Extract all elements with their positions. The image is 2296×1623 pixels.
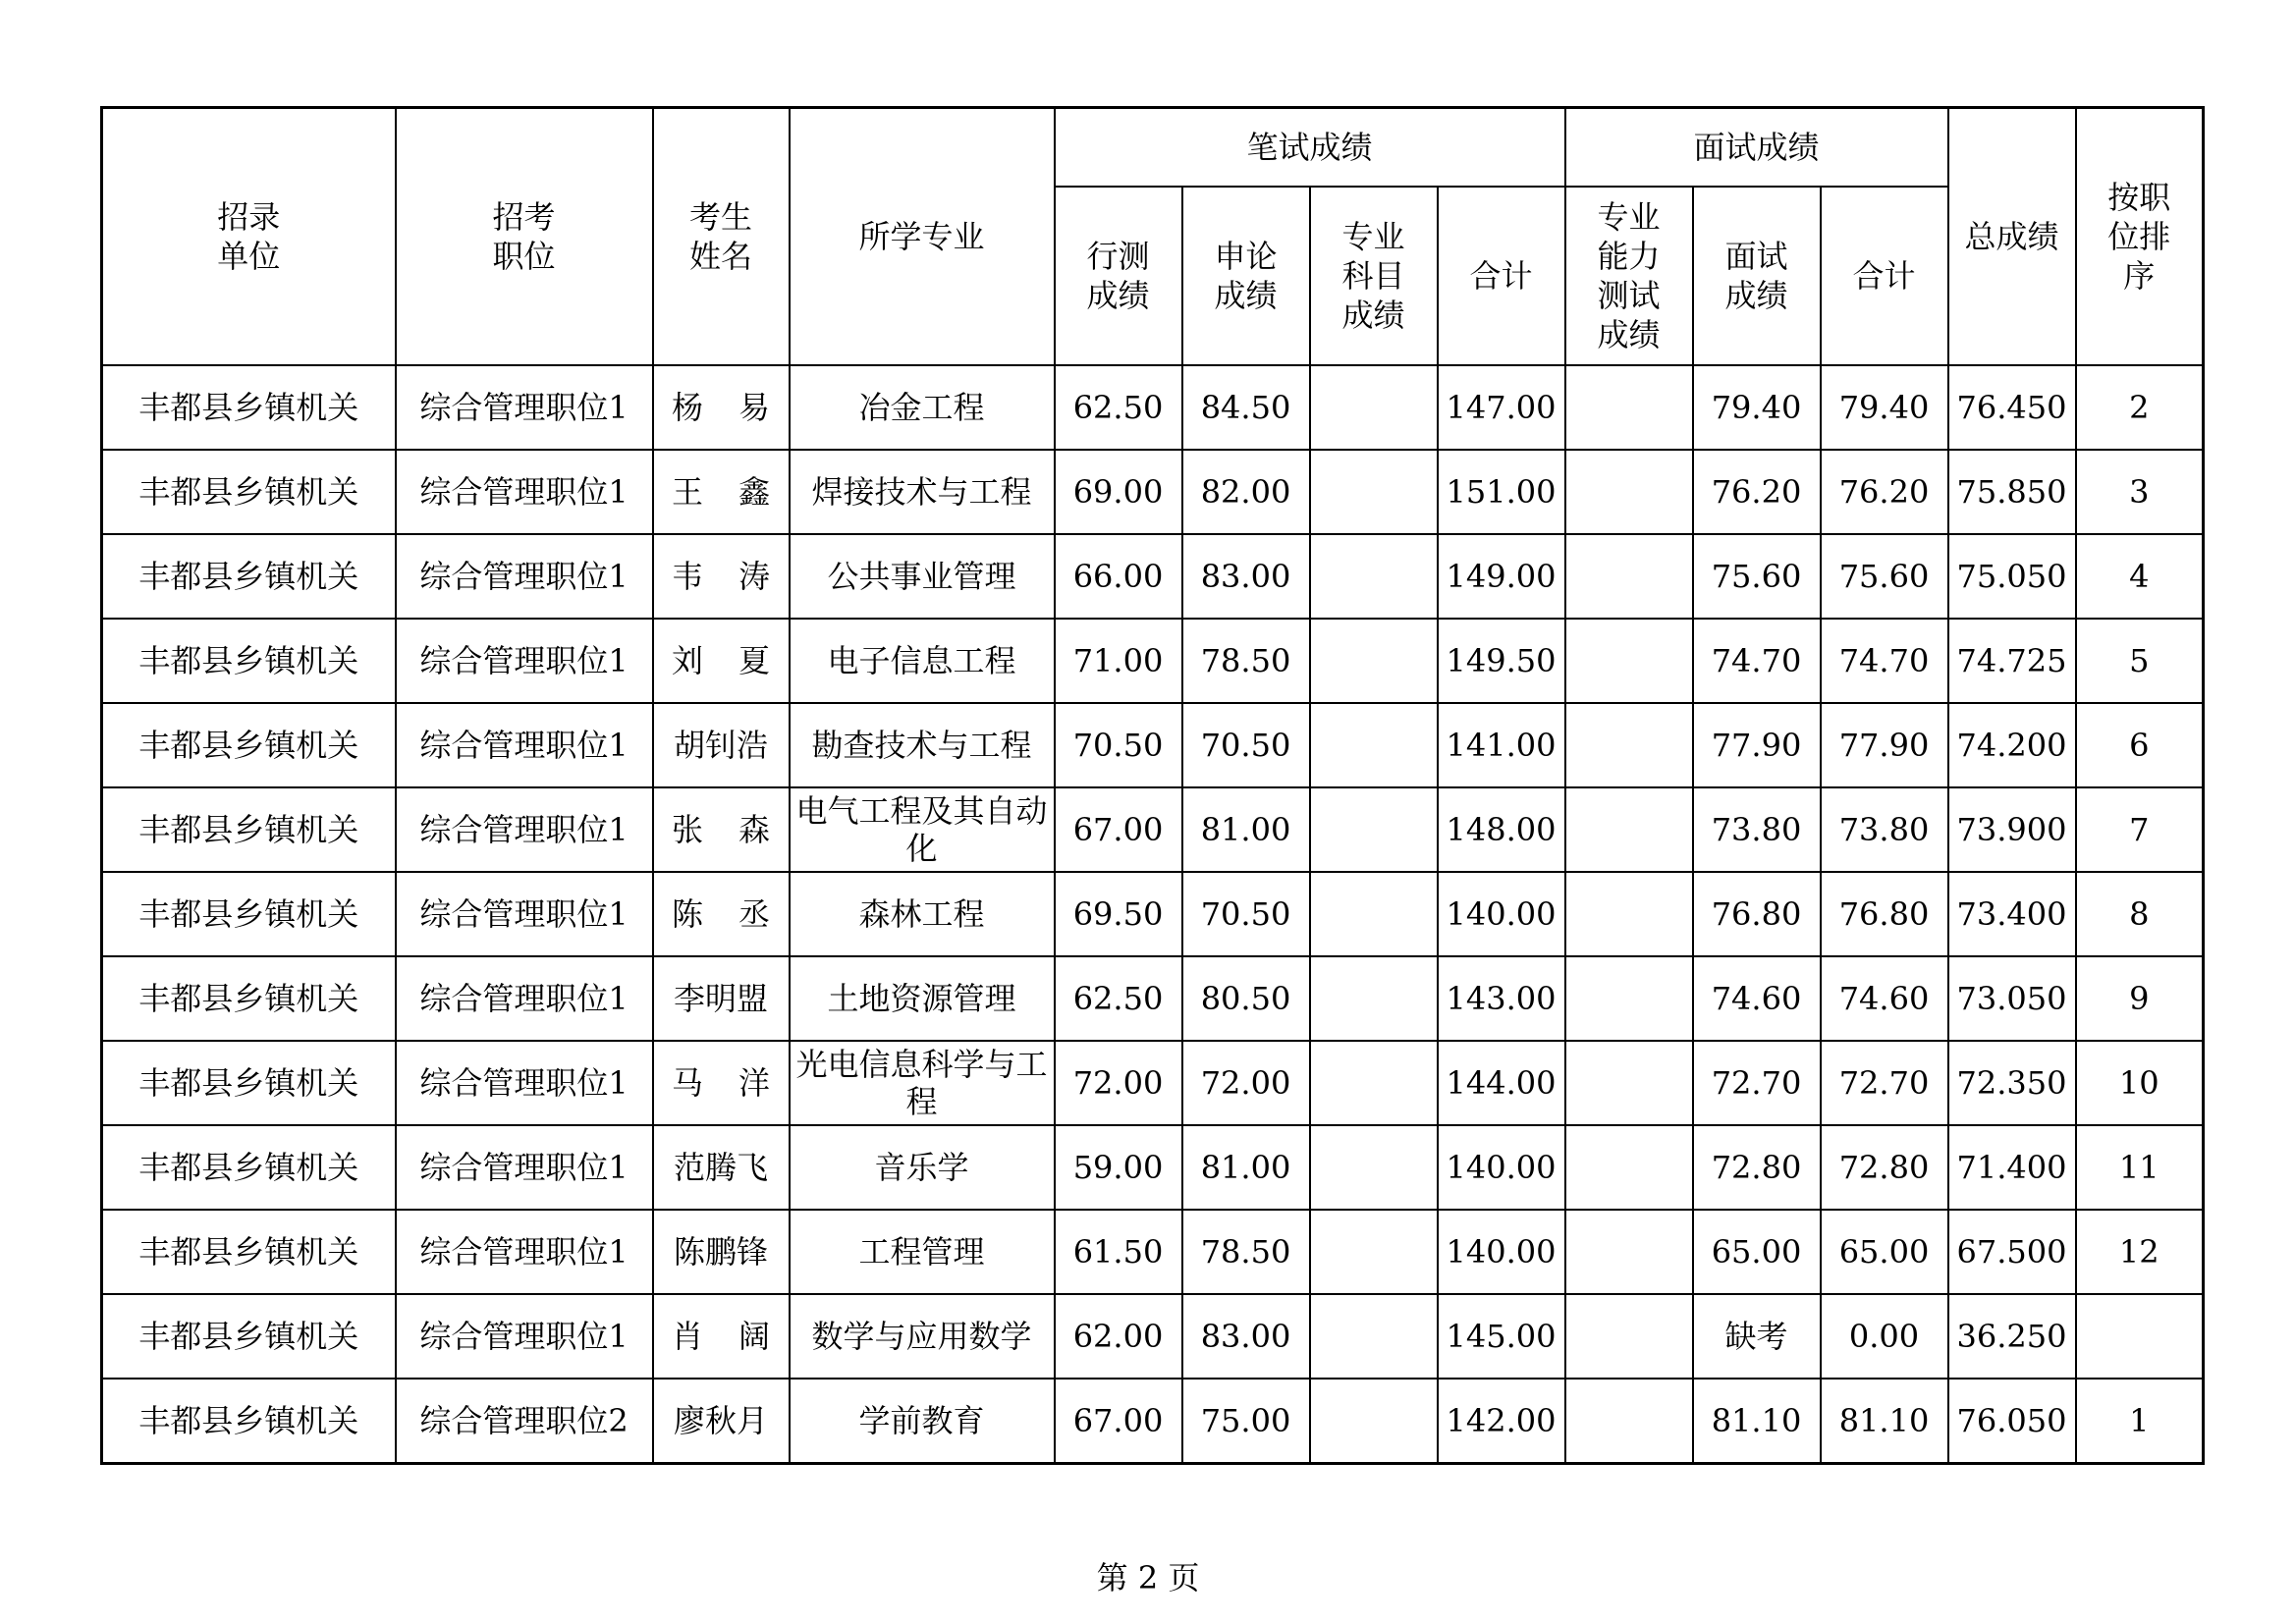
- cell-interview: 72.80: [1693, 1125, 1821, 1210]
- header-xingce: 行测 成绩: [1055, 187, 1182, 365]
- table-body: [102, 365, 2204, 1464]
- cell-interview-total: 77.90: [1821, 703, 1948, 787]
- page-number: 第 2 页: [1096, 1559, 1200, 1596]
- cell-unit: 丰都县乡镇机关: [102, 619, 396, 703]
- cell-shenlun: 78.50: [1182, 619, 1310, 703]
- candidate-name: 王 鑫: [672, 472, 770, 511]
- cell-shenlun: 81.00: [1182, 1125, 1310, 1210]
- cell-position: 综合管理职位1: [396, 1294, 653, 1379]
- table-row: [102, 365, 2204, 450]
- cell-name: [653, 1210, 790, 1294]
- cell-unit: 丰都县乡镇机关: [102, 787, 396, 872]
- cell-interview: 77.90: [1693, 703, 1821, 787]
- cell-shenlun: 81.00: [1182, 787, 1310, 872]
- header-interview: 面试 成绩: [1693, 187, 1821, 365]
- cell-written-total: 140.00: [1438, 872, 1565, 956]
- cell-xingce: 62.00: [1055, 1294, 1182, 1379]
- cell-shenlun: 84.50: [1182, 365, 1310, 450]
- cell-unit: 丰都县乡镇机关: [102, 365, 396, 450]
- cell-rank: 6: [2076, 703, 2204, 787]
- cell-shenlun: 75.00: [1182, 1379, 1310, 1464]
- cell-shenlun: 70.50: [1182, 872, 1310, 956]
- cell-written-total: 145.00: [1438, 1294, 1565, 1379]
- header-rank: 按职 位排 序: [2076, 108, 2204, 365]
- cell-shenlun: 82.00: [1182, 450, 1310, 534]
- cell-ability: [1565, 534, 1693, 619]
- cell-xingce: 69.00: [1055, 450, 1182, 534]
- cell-ability: [1565, 872, 1693, 956]
- cell-position: 综合管理职位1: [396, 619, 653, 703]
- cell-written-total: 142.00: [1438, 1379, 1565, 1464]
- cell-xingce: 66.00: [1055, 534, 1182, 619]
- cell-ability: [1565, 1041, 1693, 1125]
- cell-written-total: 143.00: [1438, 956, 1565, 1041]
- header-interview-total: 合计: [1821, 187, 1948, 365]
- table-row: [102, 534, 2204, 619]
- cell-rank: 9: [2076, 956, 2204, 1041]
- cell-shenlun: 83.00: [1182, 1294, 1310, 1379]
- cell-interview: 72.70: [1693, 1041, 1821, 1125]
- cell-position: 综合管理职位1: [396, 450, 653, 534]
- cell-major: 数学与应用数学: [790, 1294, 1055, 1379]
- cell-name: [653, 365, 790, 450]
- cell-unit: 丰都县乡镇机关: [102, 956, 396, 1041]
- header-written-group: 笔试成绩: [1055, 108, 1565, 187]
- cell-grand-total: 75.050: [1948, 534, 2076, 619]
- cell-grand-total: 72.350: [1948, 1041, 2076, 1125]
- cell-subject: [1310, 1041, 1438, 1125]
- cell-major: 电气工程及其自动化: [790, 787, 1055, 872]
- cell-grand-total: 71.400: [1948, 1125, 2076, 1210]
- cell-position: 综合管理职位2: [396, 1379, 653, 1464]
- cell-written-total: 148.00: [1438, 787, 1565, 872]
- header-unit: 招录 单位: [102, 108, 396, 365]
- cell-xingce: 61.50: [1055, 1210, 1182, 1294]
- cell-position: 综合管理职位1: [396, 1210, 653, 1294]
- cell-interview-total: 0.00: [1821, 1294, 1948, 1379]
- cell-shenlun: 80.50: [1182, 956, 1310, 1041]
- cell-shenlun: 78.50: [1182, 1210, 1310, 1294]
- cell-grand-total: 75.850: [1948, 450, 2076, 534]
- header-name: 考生 姓名: [653, 108, 790, 365]
- cell-interview-total: 65.00: [1821, 1210, 1948, 1294]
- cell-ability: [1565, 1125, 1693, 1210]
- cell-ability: [1565, 365, 1693, 450]
- table-row: [102, 872, 2204, 956]
- cell-interview: 74.60: [1693, 956, 1821, 1041]
- cell-xingce: 71.00: [1055, 619, 1182, 703]
- cell-rank: 5: [2076, 619, 2204, 703]
- cell-xingce: 69.50: [1055, 872, 1182, 956]
- header-shenlun: 申论 成绩: [1182, 187, 1310, 365]
- cell-rank: 3: [2076, 450, 2204, 534]
- cell-interview: 79.40: [1693, 365, 1821, 450]
- cell-xingce: 72.00: [1055, 1041, 1182, 1125]
- cell-subject: [1310, 703, 1438, 787]
- cell-major: 电子信息工程: [790, 619, 1055, 703]
- cell-grand-total: 73.900: [1948, 787, 2076, 872]
- cell-unit: 丰都县乡镇机关: [102, 1125, 396, 1210]
- cell-major: 焊接技术与工程: [790, 450, 1055, 534]
- cell-interview: 65.00: [1693, 1210, 1821, 1294]
- cell-position: 综合管理职位1: [396, 1125, 653, 1210]
- cell-interview: 75.60: [1693, 534, 1821, 619]
- cell-shenlun: 83.00: [1182, 534, 1310, 619]
- table-row: [102, 1041, 2204, 1125]
- cell-interview-total: 73.80: [1821, 787, 1948, 872]
- header-interview-group: 面试成绩: [1565, 108, 1948, 187]
- cell-subject: [1310, 956, 1438, 1041]
- cell-major: 公共事业管理: [790, 534, 1055, 619]
- cell-unit: 丰都县乡镇机关: [102, 1294, 396, 1379]
- header-written-total: 合计: [1438, 187, 1565, 365]
- candidate-name: 马 洋: [672, 1063, 770, 1102]
- cell-position: 综合管理职位1: [396, 787, 653, 872]
- cell-xingce: 70.50: [1055, 703, 1182, 787]
- cell-interview: 81.10: [1693, 1379, 1821, 1464]
- cell-unit: 丰都县乡镇机关: [102, 534, 396, 619]
- cell-name: [653, 1041, 790, 1125]
- cell-name: [653, 1294, 790, 1379]
- cell-interview-total: 76.20: [1821, 450, 1948, 534]
- cell-position: 综合管理职位1: [396, 534, 653, 619]
- cell-ability: [1565, 787, 1693, 872]
- candidate-name: 陈 丞: [672, 894, 770, 933]
- cell-name: [653, 787, 790, 872]
- cell-rank: 1: [2076, 1379, 2204, 1464]
- cell-name: [653, 703, 790, 787]
- cell-major: 勘查技术与工程: [790, 703, 1055, 787]
- header-position: 招考 职位: [396, 108, 653, 365]
- cell-ability: [1565, 1210, 1693, 1294]
- cell-subject: [1310, 872, 1438, 956]
- cell-ability: [1565, 619, 1693, 703]
- cell-grand-total: 74.200: [1948, 703, 2076, 787]
- cell-rank: 10: [2076, 1041, 2204, 1125]
- cell-unit: 丰都县乡镇机关: [102, 450, 396, 534]
- cell-position: 综合管理职位1: [396, 703, 653, 787]
- candidate-name: 范腾飞: [673, 1148, 768, 1186]
- candidate-name: 陈鹏锋: [673, 1232, 768, 1271]
- cell-major: 土地资源管理: [790, 956, 1055, 1041]
- cell-ability: [1565, 1379, 1693, 1464]
- cell-written-total: 141.00: [1438, 703, 1565, 787]
- cell-interview-total: 79.40: [1821, 365, 1948, 450]
- cell-ability: [1565, 450, 1693, 534]
- cell-unit: 丰都县乡镇机关: [102, 872, 396, 956]
- cell-xingce: 67.00: [1055, 787, 1182, 872]
- cell-interview-total: 81.10: [1821, 1379, 1948, 1464]
- cell-position: 综合管理职位1: [396, 1041, 653, 1125]
- candidate-name: 肖 阔: [672, 1317, 770, 1355]
- cell-rank: 12: [2076, 1210, 2204, 1294]
- cell-subject: [1310, 450, 1438, 534]
- header-major: 所学专业: [790, 108, 1055, 365]
- cell-written-total: 149.00: [1438, 534, 1565, 619]
- table-row: [102, 619, 2204, 703]
- cell-subject: [1310, 365, 1438, 450]
- cell-interview-total: 75.60: [1821, 534, 1948, 619]
- cell-subject: [1310, 619, 1438, 703]
- cell-grand-total: 76.450: [1948, 365, 2076, 450]
- cell-grand-total: 74.725: [1948, 619, 2076, 703]
- cell-subject: [1310, 787, 1438, 872]
- cell-major: 森林工程: [790, 872, 1055, 956]
- cell-rank: 11: [2076, 1125, 2204, 1210]
- cell-major: 光电信息科学与工程: [790, 1041, 1055, 1125]
- cell-xingce: 62.50: [1055, 365, 1182, 450]
- cell-unit: 丰都县乡镇机关: [102, 1210, 396, 1294]
- candidate-name: 胡钊浩: [673, 726, 768, 764]
- candidate-name: 廖秋月: [673, 1401, 768, 1439]
- cell-name: [653, 1379, 790, 1464]
- cell-written-total: 151.00: [1438, 450, 1565, 534]
- cell-unit: 丰都县乡镇机关: [102, 703, 396, 787]
- cell-name: [653, 534, 790, 619]
- cell-position: 综合管理职位1: [396, 956, 653, 1041]
- cell-name: [653, 450, 790, 534]
- cell-interview-total: 74.70: [1821, 619, 1948, 703]
- cell-xingce: 59.00: [1055, 1125, 1182, 1210]
- cell-shenlun: 70.50: [1182, 703, 1310, 787]
- cell-written-total: 140.00: [1438, 1210, 1565, 1294]
- candidate-name: 李明盟: [673, 979, 768, 1017]
- candidate-name: 张 森: [672, 810, 770, 848]
- cell-interview: 74.70: [1693, 619, 1821, 703]
- cell-ability: [1565, 1294, 1693, 1379]
- cell-subject: [1310, 534, 1438, 619]
- table-row: [102, 1210, 2204, 1294]
- cell-rank: 4: [2076, 534, 2204, 619]
- header-grand-total: 总成绩: [1948, 108, 2076, 365]
- cell-unit: 丰都县乡镇机关: [102, 1379, 396, 1464]
- cell-grand-total: 76.050: [1948, 1379, 2076, 1464]
- cell-subject: [1310, 1210, 1438, 1294]
- cell-major: 工程管理: [790, 1210, 1055, 1294]
- cell-interview-total: 74.60: [1821, 956, 1948, 1041]
- header-subject: 专业 科目 成绩: [1310, 187, 1438, 365]
- cell-interview: 76.20: [1693, 450, 1821, 534]
- cell-xingce: 62.50: [1055, 956, 1182, 1041]
- cell-major: 冶金工程: [790, 365, 1055, 450]
- candidate-name: 韦 涛: [672, 557, 770, 595]
- cell-written-total: 147.00: [1438, 365, 1565, 450]
- cell-rank: 7: [2076, 787, 2204, 872]
- cell-interview: 缺考: [1693, 1294, 1821, 1379]
- cell-written-total: 149.50: [1438, 619, 1565, 703]
- cell-interview-total: 72.70: [1821, 1041, 1948, 1125]
- cell-written-total: 144.00: [1438, 1041, 1565, 1125]
- cell-rank: 8: [2076, 872, 2204, 956]
- cell-grand-total: 36.250: [1948, 1294, 2076, 1379]
- cell-ability: [1565, 703, 1693, 787]
- cell-subject: [1310, 1379, 1438, 1464]
- cell-rank: [2076, 1294, 2204, 1379]
- cell-unit: 丰都县乡镇机关: [102, 1041, 396, 1125]
- cell-interview-total: 76.80: [1821, 872, 1948, 956]
- cell-name: [653, 956, 790, 1041]
- candidate-name: 杨 易: [672, 388, 770, 426]
- table-row: [102, 1379, 2204, 1464]
- cell-grand-total: 67.500: [1948, 1210, 2076, 1294]
- table-row: [102, 703, 2204, 787]
- cell-grand-total: 73.050: [1948, 956, 2076, 1041]
- cell-name: [653, 872, 790, 956]
- candidate-name: 刘 夏: [672, 641, 770, 679]
- cell-major: 学前教育: [790, 1379, 1055, 1464]
- cell-xingce: 67.00: [1055, 1379, 1182, 1464]
- score-table: [100, 106, 2205, 1465]
- cell-major: 音乐学: [790, 1125, 1055, 1210]
- cell-interview: 73.80: [1693, 787, 1821, 872]
- cell-subject: [1310, 1294, 1438, 1379]
- cell-interview-total: 72.80: [1821, 1125, 1948, 1210]
- cell-rank: 2: [2076, 365, 2204, 450]
- header-ability: 专业 能力 测试 成绩: [1565, 187, 1693, 365]
- cell-written-total: 140.00: [1438, 1125, 1565, 1210]
- cell-subject: [1310, 1125, 1438, 1210]
- cell-grand-total: 73.400: [1948, 872, 2076, 956]
- cell-ability: [1565, 956, 1693, 1041]
- table-row: [102, 956, 2204, 1041]
- table-row: [102, 787, 2204, 872]
- table-row: [102, 1294, 2204, 1379]
- cell-position: 综合管理职位1: [396, 365, 653, 450]
- cell-position: 综合管理职位1: [396, 872, 653, 956]
- table-row: [102, 450, 2204, 534]
- table-row: [102, 1125, 2204, 1210]
- cell-name: [653, 619, 790, 703]
- cell-interview: 76.80: [1693, 872, 1821, 956]
- cell-shenlun: 72.00: [1182, 1041, 1310, 1125]
- cell-name: [653, 1125, 790, 1210]
